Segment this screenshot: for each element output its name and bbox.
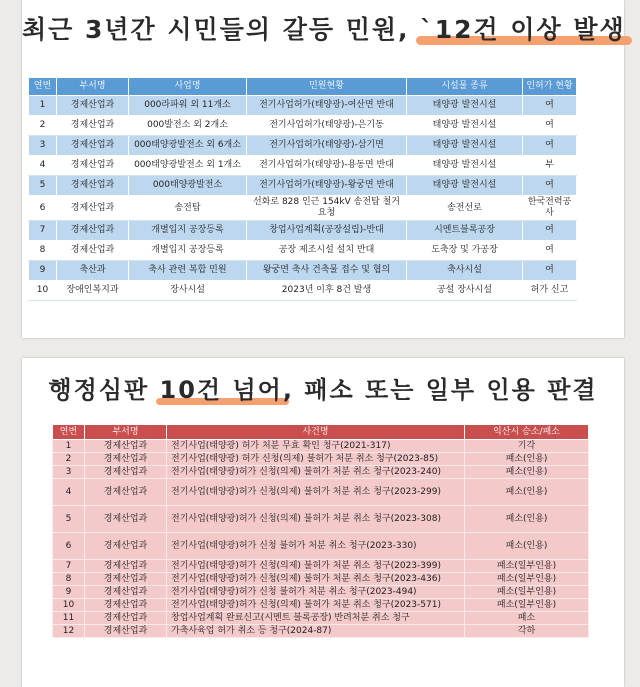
complaints-table-row	[29, 96, 577, 116]
appeals-panel	[22, 358, 624, 687]
complaints-cell: 시멘트블록공장	[407, 221, 523, 241]
appeals-table-row	[53, 533, 589, 560]
complaints-header-cell: 시설물 종류	[407, 78, 523, 96]
appeals-table-row	[53, 612, 589, 625]
complaints-cell: 송전탑	[129, 196, 247, 221]
appeals-cell: 경제산업과	[85, 440, 167, 453]
appeals-cell: 전기사업(태양광) 허가 신청(의제) 불허가 처분 취소 청구(2023-85)	[167, 453, 465, 466]
appeals-cell: 경제산업과	[85, 625, 167, 638]
appeals-table-row	[53, 466, 589, 479]
complaints-table-header	[29, 78, 577, 96]
complaints-cell: 장애인복지과	[57, 281, 129, 301]
appeals-table-row	[53, 506, 589, 533]
appeals-header-cell: 부서명	[85, 425, 167, 440]
appeals-cell: 각하	[465, 625, 589, 638]
complaints-cell: 4	[29, 156, 57, 176]
appeals-cell: 패소(일부인용)	[465, 560, 589, 573]
complaints-cell: 태양광 발전시설	[407, 116, 523, 136]
appeals-title	[22, 370, 624, 405]
appeals-cell: 전기사업(태양광)허가 신청(의제) 불허가 처분 취소 청구(2023-299)	[167, 479, 465, 506]
complaints-cell: 경제산업과	[57, 176, 129, 196]
complaints-cell: 여	[523, 261, 577, 281]
complaints-cell: 허가 신고	[523, 281, 577, 301]
appeals-cell: 7	[53, 560, 85, 573]
complaints-cell: 축사 관련 복합 민원	[129, 261, 247, 281]
appeals-table-row	[53, 573, 589, 586]
complaints-table-row	[29, 116, 577, 136]
complaints-header-cell: 부서명	[57, 78, 129, 96]
complaints-cell: 9	[29, 261, 57, 281]
complaints-cell: 전기사업허가(태양광)-여산면 반대	[247, 96, 407, 116]
complaints-cell: 6	[29, 196, 57, 221]
complaints-cell: 전기사업허가(태양광)-삼기면	[247, 136, 407, 156]
appeals-cell: 6	[53, 533, 85, 560]
complaints-cell: 태양광 발전시설	[407, 176, 523, 196]
complaints-cell: 장사시설	[129, 281, 247, 301]
complaints-table-row	[29, 176, 577, 196]
complaints-cell: 8	[29, 241, 57, 261]
appeals-cell: 전기사업(태양광)허가 신청(의제) 불허가 처분 취소 청구(2023-308)	[167, 506, 465, 533]
complaints-cell: 1	[29, 96, 57, 116]
appeals-header-cell: 연번	[53, 425, 85, 440]
appeals-cell: 경제산업과	[85, 453, 167, 466]
complaints-cell: 부	[523, 156, 577, 176]
appeals-cell: 4	[53, 479, 85, 506]
complaints-cell: 선화로 828 인근 154kV 송전탑 철거 요청	[247, 196, 407, 221]
appeals-cell: 패소(일부인용)	[465, 586, 589, 599]
appeals-cell: 창업사업계획 완료신고(시멘트 블록공장) 반려처분 취소 청구	[167, 612, 465, 625]
complaints-cell: 도축장 및 가공장	[407, 241, 523, 261]
appeals-cell: 5	[53, 506, 85, 533]
complaints-cell: 태양광 발전시설	[407, 156, 523, 176]
complaints-cell: 2	[29, 116, 57, 136]
appeals-table-row	[53, 586, 589, 599]
appeals-table-row	[53, 453, 589, 466]
complaints-cell: 공설 장사시설	[407, 281, 523, 301]
appeals-cell: 경제산업과	[85, 560, 167, 573]
appeals-cell: 9	[53, 586, 85, 599]
complaints-cell: 000태양광발전소	[129, 176, 247, 196]
complaints-cell: 창업사업계획(공장설립)-반대	[247, 221, 407, 241]
complaints-table-row	[29, 221, 577, 241]
complaints-cell: 경제산업과	[57, 116, 129, 136]
appeals-cell: 3	[53, 466, 85, 479]
complaints-table-row	[29, 136, 577, 156]
complaints-cell: 태양광 발전시설	[407, 96, 523, 116]
appeals-cell: 패소(인용)	[465, 479, 589, 506]
complaints-title-text: 최근 3년간 시민들의 갈등 민원,	[22, 15, 421, 44]
complaints-cell: 여	[523, 176, 577, 196]
appeals-header-cell: 사건명	[167, 425, 465, 440]
complaints-cell: 개별입지 공장등록	[129, 221, 247, 241]
appeals-cell: 전기사업(태양광)허가 신청 불허가 처분 취소 청구(2023-494)	[167, 586, 465, 599]
appeals-table	[52, 424, 589, 638]
complaints-table-row	[29, 241, 577, 261]
complaints-header-cell: 인허가 현황	[523, 78, 577, 96]
appeals-cell: 전기사업(태양광)허가 신청(의제) 불허가 처분 취소 청구(2023-399)	[167, 560, 465, 573]
complaints-cell: 축산과	[57, 261, 129, 281]
complaints-cell: 여	[523, 116, 577, 136]
complaints-cell: 10	[29, 281, 57, 301]
complaints-table-row	[29, 156, 577, 176]
complaints-cell: 왕궁면 축사 건축물 접수 및 협의	[247, 261, 407, 281]
appeals-cell: 전기사업(태양광)허가 신청(의제) 불허가 처분 취소 청구(2023-571)	[167, 599, 465, 612]
complaints-cell: 7	[29, 221, 57, 241]
complaints-table-row	[29, 281, 577, 301]
complaints-cell: 태양광 발전시설	[407, 136, 523, 156]
appeals-title-text: 행정심판	[48, 376, 160, 404]
appeals-cell: 경제산업과	[85, 586, 167, 599]
complaints-header-cell: 연번	[29, 78, 57, 96]
complaints-cell: 전기사업허가(태양광)-용동면 반대	[247, 156, 407, 176]
appeals-table-row	[53, 440, 589, 453]
appeals-cell: 경제산업과	[85, 479, 167, 506]
appeals-cell: 12	[53, 625, 85, 638]
complaints-title-highlight: `12건 이상 발생	[420, 10, 625, 46]
complaints-cell: 여	[523, 136, 577, 156]
appeals-cell: 패소(일부인용)	[465, 573, 589, 586]
complaints-cell: 경제산업과	[57, 196, 129, 221]
complaints-cell: 한국전력공사	[523, 196, 577, 221]
complaints-cell: 여	[523, 96, 577, 116]
appeals-cell: 패소(인용)	[465, 466, 589, 479]
complaints-table-row	[29, 196, 577, 221]
appeals-title-rest: , 패소 또는 일부 인용 판결	[282, 376, 598, 404]
appeals-cell: 경제산업과	[85, 533, 167, 560]
appeals-cell: 경제산업과	[85, 506, 167, 533]
appeals-cell: 패소(인용)	[465, 533, 589, 560]
appeals-cell: 1	[53, 440, 85, 453]
appeals-cell: 전기사업(태양광)허가 신청 불허가 처분 취소 청구(2023-330)	[167, 533, 465, 560]
complaints-cell: 000라파워 외 11개소	[129, 96, 247, 116]
complaints-table-row	[29, 261, 577, 281]
appeals-table-row	[53, 479, 589, 506]
appeals-cell: 8	[53, 573, 85, 586]
complaints-cell: 축사시설	[407, 261, 523, 281]
appeals-table-header	[53, 425, 589, 440]
appeals-cell: 패소(일부인용)	[465, 599, 589, 612]
complaints-cell: 여	[523, 241, 577, 261]
appeals-table-row	[53, 560, 589, 573]
complaints-cell: 3	[29, 136, 57, 156]
appeals-cell: 기각	[465, 440, 589, 453]
complaints-cell: 송전선로	[407, 196, 523, 221]
appeals-cell: 2	[53, 453, 85, 466]
appeals-cell: 경제산업과	[85, 573, 167, 586]
appeals-cell: 10	[53, 599, 85, 612]
complaints-cell: 2023년 이후 8건 발생	[247, 281, 407, 301]
appeals-cell: 경제산업과	[85, 466, 167, 479]
complaints-cell: 경제산업과	[57, 136, 129, 156]
complaints-cell: 5	[29, 176, 57, 196]
appeals-title-highlight: 10건 넘어	[160, 370, 283, 405]
complaints-cell: 전기사업허가(태양광)-왕궁면 반대	[247, 176, 407, 196]
appeals-cell: 전기사업(태양광) 허가 처분 무효 확인 청구(2021-317)	[167, 440, 465, 453]
complaints-panel	[22, 0, 624, 338]
complaints-cell: 000태양광발전소 외 1개소	[129, 156, 247, 176]
complaints-cell: 개별입지 공장등록	[129, 241, 247, 261]
appeals-cell: 패소(인용)	[465, 453, 589, 466]
appeals-cell: 11	[53, 612, 85, 625]
complaints-cell: 경제산업과	[57, 156, 129, 176]
appeals-cell: 패소(인용)	[465, 506, 589, 533]
complaints-title	[22, 10, 624, 46]
appeals-cell: 경제산업과	[85, 612, 167, 625]
complaints-cell: 경제산업과	[57, 221, 129, 241]
complaints-cell: 경제산업과	[57, 96, 129, 116]
appeals-cell: 전기사업(태양광)허가 신청(의제) 불허가 처분 취소 청구(2023-436)	[167, 573, 465, 586]
complaints-cell: 전기사업허가(태양광)-은기동	[247, 116, 407, 136]
complaints-header-cell: 민원현황	[247, 78, 407, 96]
complaints-cell: 공장 제조시설 설치 반대	[247, 241, 407, 261]
appeals-cell: 패소	[465, 612, 589, 625]
complaints-table	[28, 77, 577, 301]
complaints-cell: 여	[523, 221, 577, 241]
complaints-cell: 경제산업과	[57, 241, 129, 261]
complaints-cell: 000태양광발전소 외 6개소	[129, 136, 247, 156]
appeals-header-cell: 익산시 승소/패소	[465, 425, 589, 440]
complaints-cell: 000발전소 외 2개소	[129, 116, 247, 136]
appeals-cell: 전기사업(태양광)허가 신청(의제) 불허가 처분 취소 청구(2023-240)	[167, 466, 465, 479]
appeals-cell: 가축사육업 허가 취소 등 청구(2024-87)	[167, 625, 465, 638]
appeals-cell: 경제산업과	[85, 599, 167, 612]
complaints-header-cell: 사업명	[129, 78, 247, 96]
appeals-table-row	[53, 625, 589, 638]
appeals-table-row	[53, 599, 589, 612]
